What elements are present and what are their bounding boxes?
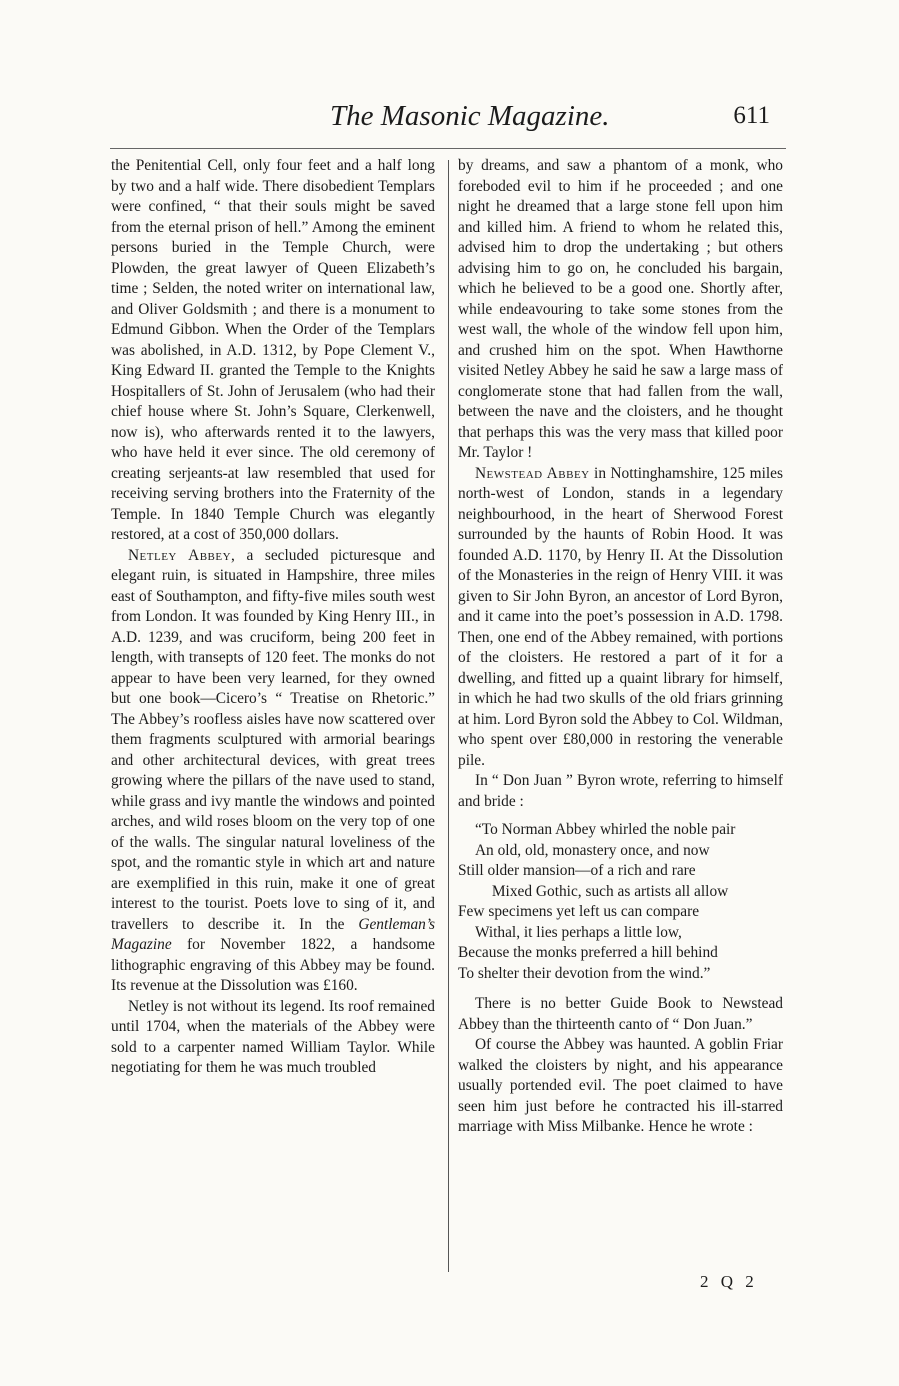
running-title: The Masonic Magazine. [330, 100, 610, 132]
verse-line: An old, old, monastery once, and now [474, 841, 710, 859]
verse-line: Because the monks preferred a hill behind [458, 944, 718, 961]
header-rule [110, 148, 786, 149]
page-number: 611 [733, 102, 770, 129]
paragraph-guide-book: There is no better Guide Book to Newstead Abbey than the thirteenth canto of “ Don Juan.” [458, 995, 783, 1033]
verse-line: “To Norman Abbey whirled the noble pair [474, 821, 736, 838]
netley-abbey-heading: Netley Abbey [127, 546, 232, 564]
signature-mark: 2 Q 2 [700, 1272, 758, 1291]
newstead-abbey-heading: Newstead Abbey [474, 464, 590, 482]
verse-line: Withal, it lies perhaps a little low, [474, 923, 682, 941]
page-header [330, 100, 770, 140]
don-juan-verse [458, 820, 783, 984]
gentlemans-magazine-title: Gentleman’s Magazine [111, 915, 435, 953]
netley-abbey-text-a: , a secluded picturesque and elegant ruin, is situated in Hampshire, three miles east of Southampton, and fifty-five miles south west from London. It was founded by King Henry III., in A.D. 1239, and was cruciform, being 200 feet in length, with transepts of 120 feet. The monks do not appear to have been very learned, for they owned but one book—Cicero’s “ Treatise on Rhetoric.” The Abbey’s roofless aisles have now scattered over them fragments sculptured with armorial bearings and other architectural devices, with great trees growing where the pillars of the nave used to stand, while grass and ivy mantle the windows and pointed arches, and wild roses bloom on the very top of one of the walls. The singular natural loveliness of the spot, and the romantic style in which art and nature are exemplified in this ruin, make it one of great interest to the tourist. Poets love to sing of it, and travellers to describe it. In the [111, 546, 435, 933]
paragraph-netley-legend: Netley is not without its legend. Its roof remained until 1704, when the materials of the Abbey were sold to a carpenter named William Taylor. While negotiating for them he was much troubled [111, 997, 435, 1076]
newstead-abbey-text: in Nottinghamshire, 125 miles north-west of London, stands in a legendary neighbourhood, in the heart of Sherwood Forest surrounded by the haunts of Robin Hood. It was founded A.D. 1170, by Henry II. At the Dissolution of the Monasteries in the reign of Henry VIII. it was given to Sir John Byron, an ancestor of Lord Byron, and it came into the poet’s possession in A.D. 1798. Then, one end of the Abbey remained, with portions of the cloisters. He restored a part of it for a dwelling, and fitted up a quaint library for himself, in which he had two skulls of the old friars grinning at him. Lord Byron sold the Abbey to Col. Wildman, who spent over £80,000 in restoring the venerable pile. [458, 464, 783, 769]
right-column [458, 156, 783, 1138]
verse-line: Few specimens yet left us can compare [458, 903, 700, 920]
left-column [111, 156, 435, 1079]
paragraph-netley-abbey [111, 546, 435, 997]
paragraph-penitential-cell: the Penitential Cell, only four feet and a half long by two and a half wide. There disobedient Templars were confined, “ that their souls might be saved from the eternal prison of hell.” Among the eminent persons buried in the Temple Church, were Plowden, the great lawyer of Queen Elizabeth’s time ; Selden, the noted writer on international law, and Oliver Goldsmith ; and there is a monument to Edmund Gibbon. When the Order of the Templars was abolished, in A.D. 1312, by Pope Clement V., King Edward II. granted the Temple to the Knights Hospitallers of St. John of Jerusalem (who had their chief house where St. John’s Square, Clerkenwell, now is), who afterwards rented it to the lawyers, who have held it ever since. The old ceremony of creating serjeants-at law resembled that used for receiving serving brothers into the Fraternity of the Temple. In 1840 Temple Church was elegantly restored, at a cost of 350,000 dollars. [111, 157, 435, 543]
verse-line: To shelter their devotion from the wind.” [458, 964, 711, 982]
paragraph-taylor-dreams: by dreams, and saw a phantom of a monk, who foreboded evil to him if he proceeded ; and one night he dreamed that a large stone fell upon him and killed him. A friend to whom he related this, advised him to drop the undertaking ; but others advising him to go on, he concluded his bargain, which he believed to be a good one. Shortly after, while endeavouring to take some stones from the west wall, the whole of the window fell upon him, and crushed him on the spot. When Hawthorne visited Netley Abbey he said he saw a large mass of conglomerate stone that had fallen from the wall, between the nave and the cloisters, and he thought that perhaps this was the very mass that killed poor Mr. Taylor ! [458, 157, 783, 461]
netley-abbey-text-b: for November 1822, a handsome lithographic engraving of this Abbey may be found. Its revenue at the Dissolution was £160. [111, 936, 435, 994]
paragraph-don-juan-intro: In “ Don Juan ” Byron wrote, referring to himself and bride : [458, 772, 783, 810]
paragraph-newstead-abbey [458, 464, 783, 772]
paragraph-haunted: Of course the Abbey was haunted. A goblin Friar walked the cloisters by night, and his appearance usually portended evil. The poet claimed to have seen him just before he contracted his ill-starred marriage with Miss Milbanke. Hence he wrote : [458, 1036, 783, 1135]
verse-line: Mixed Gothic, such as artists all allow [491, 882, 729, 900]
column-divider [448, 160, 449, 1272]
verse-line: Still older mansion—of a rich and rare [458, 862, 696, 879]
